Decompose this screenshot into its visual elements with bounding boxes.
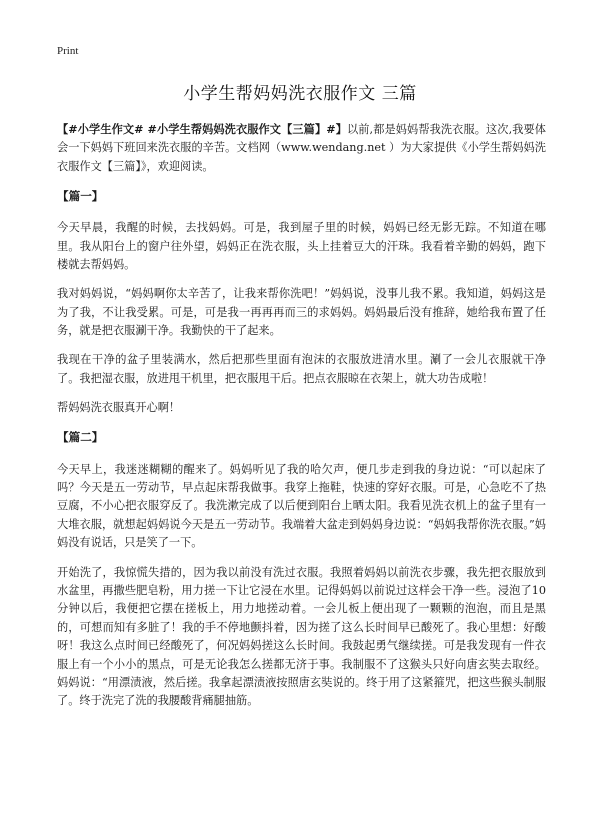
section-2-paragraph-2: 开始洗了，我惊慌失措的，因为我以前没有洗过衣服。我照着妈妈以前洗衣步骤，我先把衣服放到水盆里，再撒些肥皂粉，用力搓一下让它浸在水里。记得妈妈以前说过这样会干净一些。浸泡了10分钟以后，我便把它摆在搓板上，用力地搓动着。一会儿板上便出现了一颗颗的泡泡，而且是黑的，可想而知有多脏了！我的手不停地颤抖着，因为搓了这么长时间早已酸死了。我心里想：好酸呀！我这么点时间已经酸死了，何况妈妈搓这么长时间。我鼓起勇气继续搓。可是我发现有一件衣服上有一个小小的黑点，可是无论我怎么搓都无济于事。我制服不了这猴头只好向唐玄奘去取经。妈妈说：“用漂渍液，然后搓。我拿起漂渍液按照唐玄奘说的。终于用了这紧箍咒，把这些猴头制服了。终于洗完了洗的我腰酸背痛腿抽筋。: [57, 565, 546, 708]
section-1-paragraph-4: 帮妈妈洗衣服真开心啊！: [57, 401, 181, 415]
intro-paragraph: [57, 120, 546, 176]
section-1-paragraph-3: 我现在干净的盆子里装满水，然后把那些里面有泡沫的衣服放进清水里。涮了一会儿衣服就干净了。我把湿衣服，放进甩干机里，把衣服甩干后。把点衣服晾在衣架上，就大功告成啦！: [57, 353, 546, 385]
intro-tags: 【#小学生作文# #小学生帮妈妈洗衣服作文【三篇】#】: [57, 122, 347, 136]
section-heading-2: 【篇二】: [57, 430, 104, 445]
intro-text: 以前,都是妈妈帮我洗衣服。这次,我要体会一下妈妈下班回来洗衣服的辛苦。文档网（www.wendang.net ）为大家提供《小学生帮妈妈洗衣服作文【三篇】》，欢迎阅读。: [57, 123, 546, 173]
section-2-paragraph-1: 今天早上，我迷迷糊糊的醒来了。妈妈听见了我的哈欠声，便几步走到我的身边说：“可以起床了吗？今天是五一劳动节，早点起床帮我做事。我穿上拖鞋，快速的穿好衣服。可是，心急吃不了热豆腐，不小心把衣服穿反了。我洗漱完成了以后便到阳台上晒太阳。我看见洗衣机上的盆子里有一大堆衣服，就想起妈妈说今天是五一劳动节。我端着大盆走到妈妈身边说：“妈妈我帮你洗衣服。”妈妈没有说话，只是笑了一下。: [57, 462, 546, 550]
section-heading-1: 【篇一】: [57, 189, 104, 204]
print-link[interactable]: Print: [57, 45, 79, 57]
section-1-paragraph-1: 今天早晨，我醒的时候，去找妈妈。可是，我到屋子里的时候，妈妈已经无影无踪。不知道在哪里。我从阳台上的窗户往外望，妈妈正在洗衣服，头上挂着豆大的汗珠。我看着辛勤的妈妈，跑下楼就去帮妈妈。: [57, 221, 546, 272]
article-body: [57, 120, 546, 722]
section-1-paragraph-2: 我对妈妈说，“妈妈啊你太辛苦了，让我来帮你洗吧！”妈妈说，没事儿我不累。我知道，妈妈这是为了我，不让我受累。可是，可是我一再再再而三的求妈妈。妈妈最后没有推辞，她给我布置了任务，就是把衣服涮干净。我勤快的干了起来。: [57, 287, 546, 338]
page-title: 小学生帮妈妈洗衣服作文 三篇: [183, 84, 417, 104]
